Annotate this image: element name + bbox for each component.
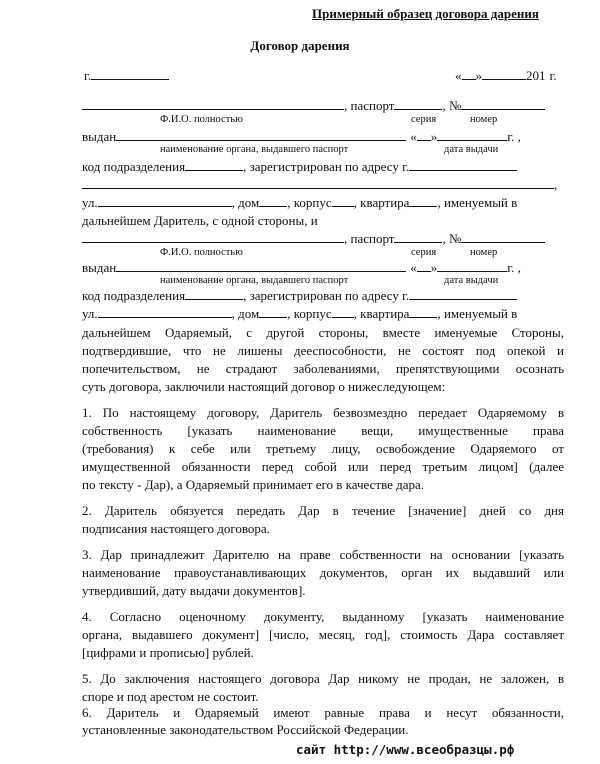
- parties-line-2: попечительством, не страдают заболеваниями, препятствующими осознать: [82, 361, 564, 376]
- donor-org-blank: [116, 129, 406, 141]
- clause-1-line: по тексту - Дар), а Одаряемый принимает его в качестве дара.: [82, 477, 425, 492]
- recipient-address-line: ул. , дом , корпус , квартира , именуемый в: [82, 306, 518, 321]
- site-watermark: сайт http://www.всеобразцы.рф: [296, 742, 515, 757]
- donor-series-blank: [394, 98, 442, 110]
- document-page: Примерный образец договора дарения Договор дарения г. « » 201 г. , паспорт , № Ф.И.О. полностью серия номер выдан « » г. , наименование органа, выдавшего паспорт дата выдачи код подразделения , зарегистрирован по адресу г. , ул. , дом , корпус , квартира , именуемый в дальнейшем Даритель, с одной стороны, и , паспорт , № Ф.И.О. полностью серия номер выдан « » г. , наименование органа, выдавшего паспорт дата выдачи код подразделения , зарегистрирован по адресу г. ул. , дом , корпус , квартира , именуемый в дальнейшем Одаряемый, с другой стороны, вместе именуемые Стороны, подтвердившие, что не лишены дееспособности, не состоят под опекой и попечительством, не страдают заболеваниями, препятствующими осознать суть договора, заключили настоящий договор о нижеследующем: 1. По настоящему договору, Даритель безвозмездно передает Одаряемому в собственность [указать наименование вещи, имущественные права (требования) к себе или третьему лицу, освобождение Одаряемого от имущественной обязанности перед собой или перед третьим лицом] (далее по тексту - Дар), а Одаряемый принимает его в качестве дара. 2. Даритель обязуется передать Дар в течение [значение] дней со дня подписания настоящего договора. 3. Дар принадлежит Дарителю на праве собственности на основании [указать наименование правоустанавливающих документов, орган их выдавший или утвердивший, дату выдачи документов]. 4. Согласно оценочному документу, выданному [указать наименование органа, выдавшего документ] [число, месяц, год], стоимость Дара составляет [цифрами и прописью] рублей. 5. До заключения настоящего договора Дар никому не продан, не заложен, в споре и под арестом не состоит. 6. Даритель и Одаряемый имеют равные права и несут обязанности, установленные законодательством Российской Федерации. сайт http://www.всеобразцы.рф: [0, 0, 600, 764]
- sample-title: Примерный образец договора дарения: [312, 6, 539, 21]
- clause-5-line: споре и под арестом не состоит.: [82, 689, 259, 704]
- clause-6-line: установленные законодательством Российской Федерации.: [82, 722, 409, 737]
- clause-6-line: 6. Даритель и Одаряемый имеют равные права и несут обязанности,: [82, 705, 564, 720]
- clause-3-line: наименование правоустанавливающих документов, орган их выдавший или: [82, 565, 564, 580]
- donor-blank-line: ,: [82, 177, 557, 192]
- clause-3-line: утвердивший, дату выдачи документов].: [82, 583, 306, 598]
- recipient-passport-line: , паспорт , №: [82, 231, 545, 246]
- org-hint: наименование органа, выдавшего паспорт: [160, 144, 349, 155]
- clause-1-line: имущественной обязанности перед собой или перед третьим лицом] (далее: [82, 459, 564, 474]
- donor-address-line: ул. , дом , корпус , квартира , именуемый в: [82, 195, 518, 210]
- donor-issued-line: выдан « » г. ,: [82, 129, 521, 144]
- clause-2-line: подписания настоящего договора.: [82, 521, 270, 536]
- city-blank: [91, 68, 169, 80]
- clause-4-line: органа, выдавшего документ] [число, месяц, год], стоимость Дара составляет: [82, 627, 564, 642]
- donor-number-blank: [461, 98, 545, 110]
- clause-1-line: (требования) к себе или третьему лицу, освобождение Одаряемого от: [82, 441, 564, 456]
- donor-fio-blank: [82, 98, 344, 110]
- recipient-issued-line: выдан « » г. ,: [82, 260, 521, 275]
- donor-dept-line: код подразделения , зарегистрирован по адресу г.: [82, 159, 517, 174]
- clause-4-line: 4. Согласно оценочному документу, выданному [указать наименование: [82, 609, 564, 624]
- series-hint: серия: [411, 114, 437, 125]
- date-line: « » 201 г.: [455, 68, 557, 83]
- clause-2-line: 2. Даритель обязуется передать Дар в течение [значение] дней со дня: [82, 503, 564, 518]
- month-blank: [482, 68, 526, 80]
- clause-1-line: собственность [указать наименование вещи, имущественные права: [82, 423, 564, 438]
- clause-4-line: [цифрами и прописью] рублей.: [82, 645, 254, 660]
- clause-5-line: 5. До заключения настоящего договора Дар никому не продан, не заложен, в: [82, 671, 564, 686]
- number-hint: номер: [470, 114, 498, 125]
- clause-1-line: 1. По настоящему договору, Даритель безвозмездно передает Одаряемому в: [82, 405, 564, 420]
- day-blank: [462, 68, 476, 80]
- parties-line-1: подтвердившие, что не лишены дееспособности, не состоят под опекой и: [82, 343, 564, 358]
- fio-hint: Ф.И.О. полностью: [160, 114, 243, 125]
- donor-passport-line: , паспорт , №: [82, 98, 545, 113]
- city-line: г.: [84, 68, 169, 83]
- recipient-role-line: дальнейшем Одаряемый, с другой стороны, вместе именуемые Стороны,: [82, 325, 564, 340]
- parties-line-3: суть договора, заключили настоящий договор о нижеследующем:: [82, 379, 446, 394]
- donor-role-line: дальнейшем Даритель, с одной стороны, и: [82, 213, 318, 228]
- recipient-dept-line: код подразделения , зарегистрирован по адресу г.: [82, 288, 517, 303]
- document-title: Договор дарения: [250, 38, 350, 53]
- date-issue-hint: дата выдачи: [444, 144, 499, 155]
- clause-3-line: 3. Дар принадлежит Дарителю на праве собственности на основании [указать: [82, 547, 564, 562]
